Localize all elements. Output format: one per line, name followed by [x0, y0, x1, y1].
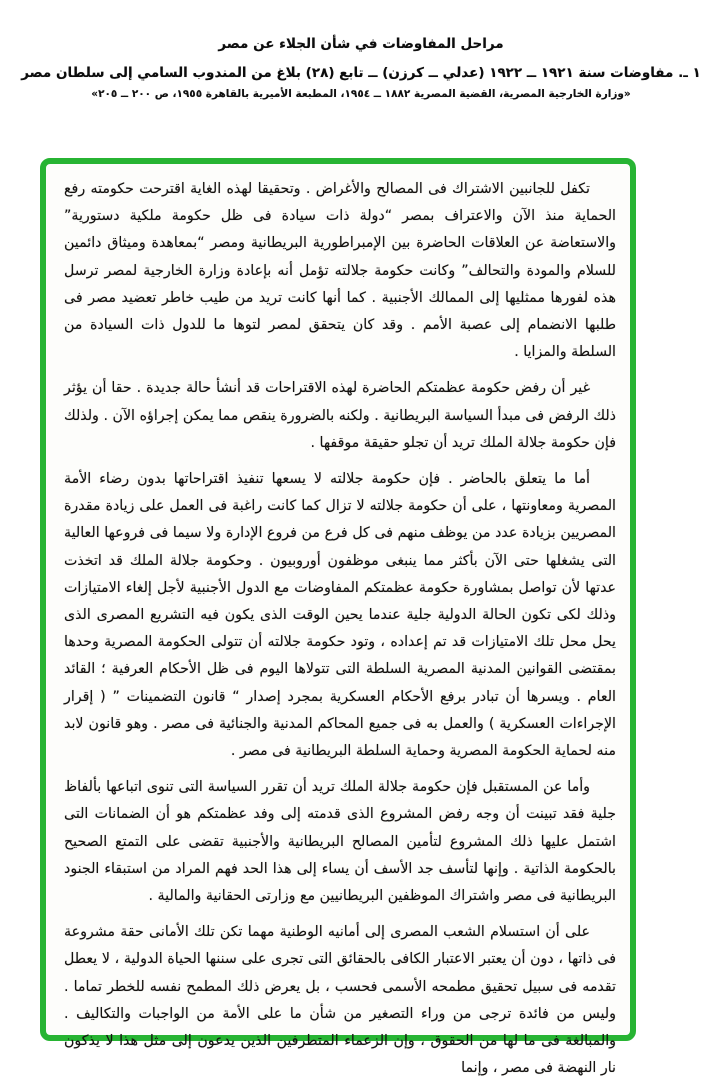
source-citation: «وزارة الخارجية المصرية، القضية المصرية ١٨٨٢ ــ ١٩٥٤، المطبعة الأميرية بالقاهرة ١٩٥٥، ص ٢٠٠ ــ ٢٠٥» [91, 88, 631, 100]
paragraph-2: غير أن رفض حكومة عظمتكم الحاضرة لهذه الاقتراحات قد أنشأ حالة جديدة . حقا أن يؤثر ذلك الرفض فى مبدأ السياسة البريطانية . ولكنه بالضرورة ينقص مما يمكن إجراؤه الآن . ولذلك فإن حكومة جلالة الملك تريد أن تجلو حقيقة موقفها . [64, 380, 616, 451]
page-header [0, 36, 722, 100]
paragraph-3: أما ما يتعلق بالحاضر . فإن حكومة جلالته لا يسعها تنفيذ اقتراحاتها بدون رضاء الأمة المصرية ومعاونتها ، على أن حكومة جلالته لا تزال كما كانت راغبة فى العمل على زيادة مقدرة المصريين بزيادة عدد من يوظف منهم فى كل فرع من فروع الإدارة ولا سيما فى فروعها العالية التى يشغلها حتى الآن بأكثر مما ينبغى موظفون أوروبيون . وحكومة جلالة الملك قد اتخذت عدتها لأن تواصل بمشاورة حكومة عظمتكم المفاوضات مع الدول الأجنبية لأجل إلغاء الامتيازات وذلك لكى تكون الحالة الدولية جلية عندما يحين الوقت الذى يكون فيه التشريع المصرى الذى يحل محل تلك الامتيازات قد تم إعداده ، وتود حكومة جلالته أن تتولى الحكومة المصرية وحدها بمقتضى القوانين المدنية المصرية السلطة التى تتولاها اليوم فى ظل الأحكام العرفية ؛ القائد العام . ويسرها أن تبادر برفع الأحكام العسكرية بمجرد إصدار “ قانون التضمينات ” ( إقرار الإجراءات العسكرية ) والعمل به فى جميع المحاكم المدنية والجنائية فى مصر . وهو قانون لابد منه لحماية الحكومة المصرية وحماية السلطة البريطانية فى مصر . [64, 471, 616, 760]
page-title: مراحل المفاوضات في شأن الجلاء عن مصر [218, 36, 504, 52]
document-subtitle: ١ ـ. مفاوضات سنة ١٩٢١ ــ ١٩٢٢ (عدلي ــ كرزن) ــ تابع (٢٨) بلاغ من المندوب السامي إلى سلطان مصر [21, 65, 701, 81]
scanned-document-page [0, 36, 722, 1077]
document-body-text [64, 176, 616, 1083]
green-highlight-box [40, 158, 636, 1077]
paragraph-4: وأما عن المستقبل فإن حكومة جلالة الملك تريد أن تقرر السياسة التى تنوى اتباعها بألفاظ جلية فقد تبينت أن وجه رفض المشروع الذى قدمته إلى وفد عظمتكم هو أن الضمانات التى اشتمل عليها ذلك المشروع لتأمين المصالح البريطانية والأجنبية تقضى على التمتع الصحيح بالحكومة الذاتية . وإنها لتأسف جد الأسف أن يساء إلى هذا الحد فهم المراد من استبقاء الجنود البريطانية فى مصر واشتراك الموظفين البريطانيين مع وزارتى الحقانية والمالية . [64, 779, 616, 905]
paragraph-1: تكفل للجانبين الاشتراك فى المصالح والأغراض . وتحقيقا لهذه الغاية اقترحت حكومته رفع الحماية منذ الآن والاعتراف بمصر “دولة ذات سيادة فى ظل حكومة ملكية دستورية” والاستعاضة عن العلاقات الحاضرة بين الإمبراطورية البريطانية ومصر “بمعاهدة وميثاق دائمين للسلام والمودة والتحالف” وكانت حكومة جلالته تؤمل أنه بإعادة وزارة الخارجية لمصر ترسل هذه لفورها ممثليها إلى الممالك الأجنبية . كما أنها كانت تريد من طيب خاطر تعضيد مصر فى طلبها الانضمام إلى عصبة الأمم . وقد كان يتحقق لمصر لتوها ما للدول ذات السيادة من السلطة والمزايا . [64, 181, 616, 361]
paragraph-5: على أن استسلام الشعب المصرى إلى أمانيه الوطنية مهما تكن تلك الأمانى حقة مشروعة فى ذاتها ، دون أن يعتبر الاعتبار الكافى بالحقائق التى تجرى على سننها الحياة الدولية ، لا يعطل تقدمه فى سبيل تحقيق مطمحه الأسمى فحسب ، بل يعرض ذلك المطمح نفسه للخطر تماما . وليس من فائدة ترجى من وراء التصغير من شأن ما على الأمة من الواجبات والتكاليف . والمبالغة فى ما لها من الحقوق ، وإن الزعماء المتطرفين الذين يدعون إلى مثل هذا لا يذكون نار النهضة فى مصر ، وإنما [64, 924, 616, 1077]
